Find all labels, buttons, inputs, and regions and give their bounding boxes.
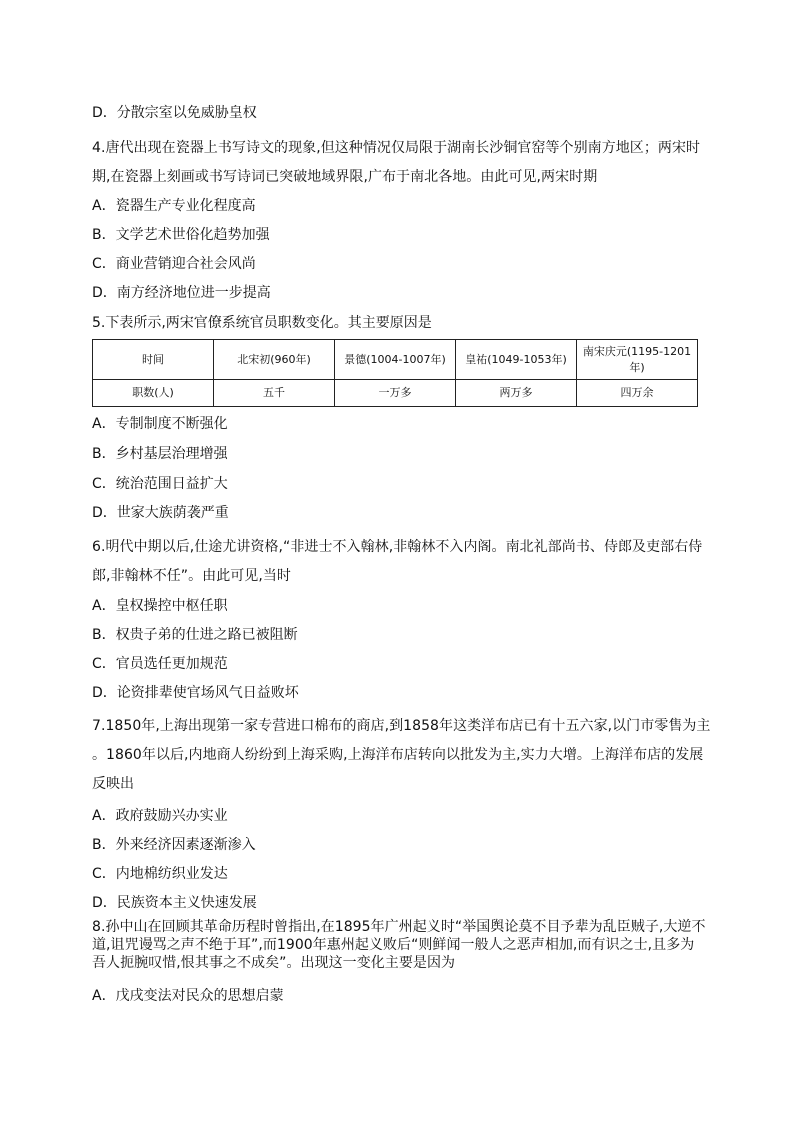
- table-cell: 两万多: [456, 380, 577, 407]
- q5-stem: 5.下表所示,两宋官僚系统官员职数变化。其主要原因是: [92, 315, 432, 331]
- q7-option-a: A．政府鼓励兴办实业: [92, 808, 228, 824]
- table-header-cell: 皇祐(1049-1053年): [456, 340, 577, 380]
- table-header-cell: 景德(1004-1007年): [335, 340, 456, 380]
- q8-stem-line-1: 8.孙中山在回顾其革命历程时曾指出,在1895年广州起义时“举国舆论莫不目予辈为乱臣贼子,大逆不: [92, 919, 706, 935]
- q4-option-d: D．南方经济地位进一步提高: [92, 285, 271, 301]
- q5-option-b: B．乡村基层治理增强: [92, 446, 228, 462]
- q7-stem-line-1: 7.1850年,上海出现第一家专营进口棉布的商店,到1858年这类洋布店已有十五六家,以门市零售为主: [92, 718, 711, 734]
- q6-stem-line-1: 6.明代中期以后,仕途尤讲资格,“非进士不入翰林,非翰林不入内阁。南北礼部尚书、侍郎及吏部右侍: [92, 539, 703, 555]
- table-cell: 五千: [214, 380, 335, 407]
- table-header-cell: 北宋初(960年): [214, 340, 335, 380]
- q8-stem-line-2: 道,诅咒谩骂之声不绝于耳”,而1900年惠州起义败后“则鲜闻一般人之恶声相加,而有识之士,且多为: [92, 937, 695, 953]
- q6-option-b: B．权贵子弟的仕进之路已被阻断: [92, 627, 298, 643]
- q4-option-b: B．文学艺术世俗化趋势加强: [92, 227, 270, 243]
- q4-stem-line-1: 4.唐代出现在瓷器上书写诗文的现象,但这种情况仅局限于湖南长沙铜官窑等个别南方地区；两宋时: [92, 140, 701, 156]
- table-cell: 一万多: [335, 380, 456, 407]
- q6-option-c: C．官员选任更加规范: [92, 656, 228, 672]
- q6-option-d: D．论资排辈使官场风气日益败坏: [92, 685, 299, 701]
- q8-option-a: A．戊戌变法对民众的思想启蒙: [92, 988, 284, 1004]
- table-header-cell: 时间: [93, 340, 214, 380]
- q4-option-c: C．商业营销迎合社会风尚: [92, 256, 256, 272]
- q5-option-a: A．专制制度不断强化: [92, 416, 228, 432]
- q6-option-a: A．皇权操控中枢任职: [92, 598, 228, 614]
- table-header-row: [93, 340, 698, 380]
- q5-option-c: C．统治范围日益扩大: [92, 476, 228, 492]
- q7-option-b: B．外来经济因素逐渐渗入: [92, 837, 256, 853]
- table-cell: 四万余: [577, 380, 698, 407]
- q4-option-a: A．瓷器生产专业化程度高: [92, 198, 256, 214]
- q7-stem-line-2: 。1860年以后,内地商人纷纷到上海采购,上海洋布店转向以批发为主,实力大增。上海洋布店的发展: [92, 747, 704, 763]
- q8-stem-line-3: 吾人扼腕叹惜,恨其事之不成矣”。出现这一变化主要是因为: [92, 955, 456, 971]
- q5-official-count-table: [92, 339, 698, 407]
- table-cell: 职数(人): [93, 380, 214, 407]
- q3-option-d: D．分散宗室以免威胁皇权: [92, 105, 257, 121]
- q7-option-c: C．内地棉纺织业发达: [92, 866, 228, 882]
- q4-stem-line-2: 期,在瓷器上刻画或书写诗词已突破地域界限,广布于南北各地。由此可见,两宋时期: [92, 169, 598, 185]
- q5-option-d: D．世家大族荫袭严重: [92, 505, 229, 521]
- q6-stem-line-2: 郎,非翰林不任”。由此可见,当时: [92, 568, 291, 584]
- q7-stem-line-3: 反映出: [92, 776, 134, 792]
- table-row: [93, 380, 698, 407]
- table-header-cell: 南宋庆元(1195-1201年): [577, 340, 698, 380]
- q7-option-d: D．民族资本主义快速发展: [92, 895, 257, 911]
